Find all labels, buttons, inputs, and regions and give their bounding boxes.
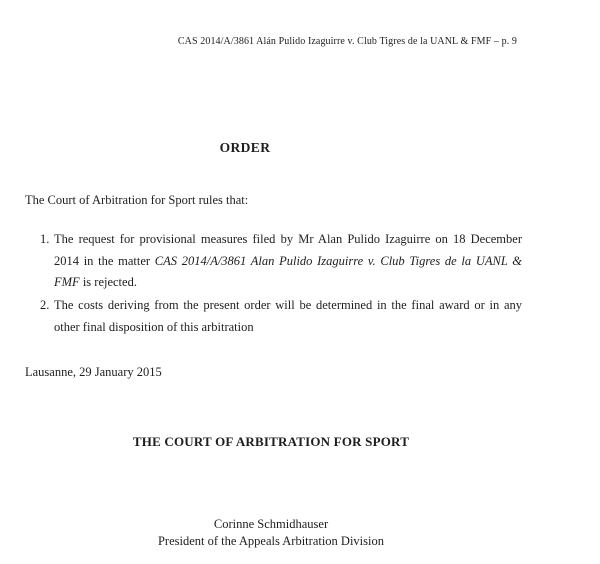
dateline: Lausanne, 29 January 2015 [25, 365, 162, 379]
ruling-item-1-text [54, 229, 522, 294]
ruling-item-2-number: 2. [40, 298, 50, 312]
court-heading: THE COURT OF ARBITRATION FOR SPORT [132, 434, 410, 449]
ruling-item-1-text-before: The request for provisional measures filed by Mr Alan Pulido Izaguirre on 18 December 2014 in the matter [54, 232, 522, 268]
ruling-item-1-number: 1. [40, 232, 50, 246]
order-title: ORDER [219, 140, 271, 155]
case-reference-italic: CAS 2014/A/3861 Alan Pulido Izaguirre v. Club Tigres de la UANL & FMF [54, 253, 523, 289]
case-reference-header: CAS 2014/A/3861 Alán Pulido Izaguirre v. Club Tigres de la UANL & FMF – p. 9 [177, 36, 517, 47]
signature-block [25, 516, 517, 549]
ruling-item-1 [40, 229, 522, 294]
intro-paragraph: The Court of Arbitration for Sport rules that: [25, 193, 249, 207]
ruling-item-1-text-after: is rejected. [79, 275, 137, 289]
ruling-item-2-text-before: The costs deriving from the present order will be determined in the final award or in any other final disposition of this arbitration [54, 298, 522, 334]
ruling-item-2-text [54, 295, 522, 338]
signatory-title: President of the Appeals Arbitration Division [157, 533, 384, 548]
ruling-item-2 [40, 295, 522, 338]
signatory-name: Corinne Schmidhauser [213, 517, 329, 531]
ruling-list [25, 229, 522, 338]
